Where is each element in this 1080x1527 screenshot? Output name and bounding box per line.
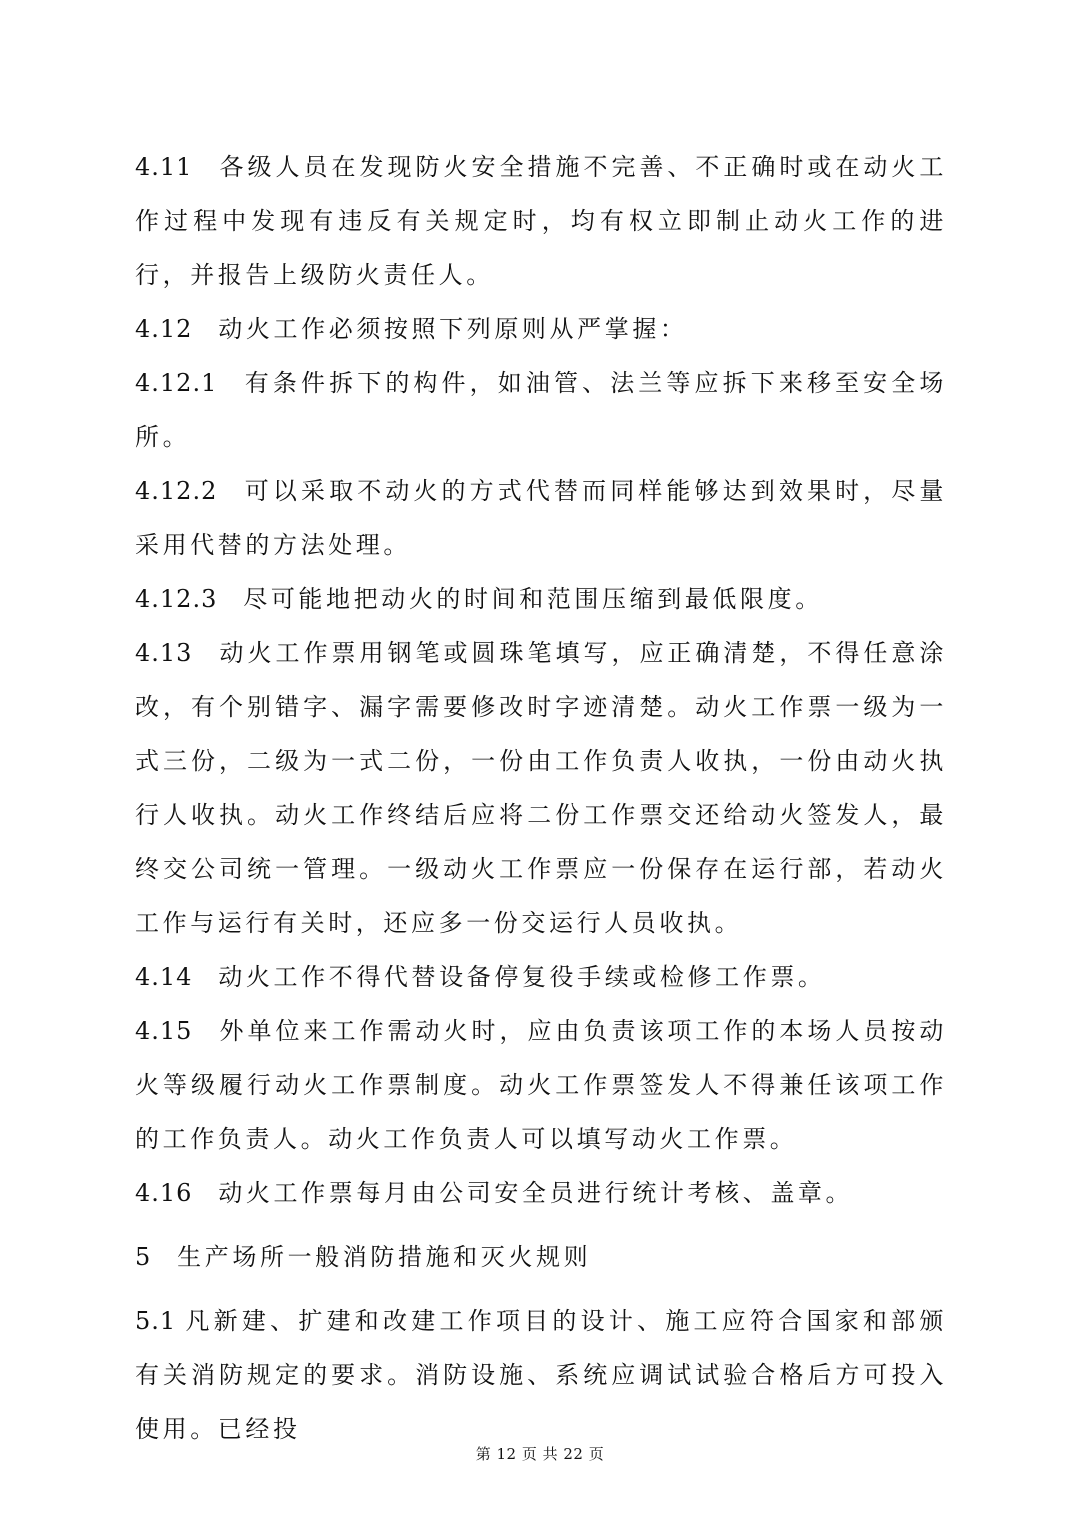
document-body [135,140,947,1456]
paragraph-4-11 [135,140,947,302]
clause-text: 有条件拆下的构件，如油管、法兰等应拆下来移至安全场所。 [135,369,947,451]
clause-number: 4.11 [135,153,193,181]
paragraph-4-12-1 [135,356,947,464]
clause-number: 4.12 [135,315,193,343]
clause-number: 4.12.1 [135,369,218,397]
paragraph-5-1 [135,1294,947,1456]
section-number: 5 [135,1243,152,1271]
clause-number: 5.1 [135,1307,177,1335]
paragraph-4-12-2 [135,464,947,572]
clause-text: 可以采取不动火的方式代替而同样能够达到效果时，尽量采用代替的方法处理。 [135,477,947,559]
clause-text: 外单位来工作需动火时，应由负责该项工作的本场人员按动火等级履行动火工作票制度。动火工作票签发人不得兼任该项工作的工作负责人。动火工作负责人可以填写动火工作票。 [135,1017,947,1153]
paragraph-4-13 [135,626,947,950]
clause-number: 4.15 [135,1017,193,1045]
clause-text: 动火工作票每月由公司安全员进行统计考核、盖章。 [218,1179,854,1207]
clause-number: 4.12.3 [135,585,218,613]
clause-text: 各级人员在发现防火安全措施不完善、不正确时或在动火工作过程中发现有违反有关规定时，均有权立即制止动火工作的进行，并报告上级防火责任人。 [135,153,947,289]
clause-number: 4.13 [135,639,193,667]
clause-number: 4.14 [135,963,193,991]
section-5-heading [135,1230,947,1284]
paragraph-4-16 [135,1166,947,1220]
page-footer [0,1443,1080,1464]
paragraph-4-14 [135,950,947,1004]
paragraph-4-15 [135,1004,947,1166]
clause-number: 4.16 [135,1179,193,1207]
page-number-label: 第 12 页 共 22 页 [475,1445,605,1463]
clause-text: 凡新建、扩建和改建工作项目的设计、施工应符合国家和部颁有关消防规定的要求。消防设施、系统应调试试验合格后方可投入使用。已经投 [135,1307,947,1443]
clause-text: 尽可能地把动火的时间和范围压缩到最低限度。 [243,585,823,613]
clause-number: 4.12.2 [135,477,218,505]
clause-text: 动火工作票用钢笔或圆珠笔填写，应正确清楚，不得任意涂改，有个别错字、漏字需要修改时字迹清楚。动火工作票一级为一式三份，二级为一式二份，一份由工作负责人收执，一份由动火执行人收执。动火工作终结后应将二份工作票交还给动火签发人，最终交公司统一管理。一级动火工作票应一份保存在运行部，若动火工作与运行有关时，还应多一份交运行人员收执。 [135,639,947,937]
clause-text: 动火工作不得代替设备停复役手续或检修工作票。 [218,963,826,991]
section-title: 生产场所一般消防措施和灭火规则 [177,1243,592,1271]
paragraph-4-12 [135,302,947,356]
paragraph-4-12-3 [135,572,947,626]
clause-text: 动火工作必须按照下列原则从严掌握： [218,315,688,343]
